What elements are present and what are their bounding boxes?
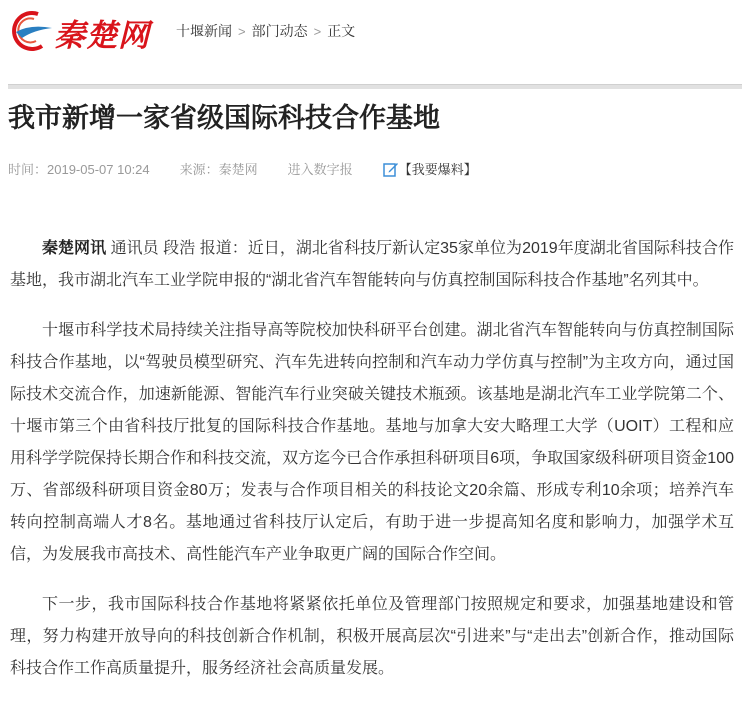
breadcrumb-current: 正文 [327,23,356,39]
tip-off-label: 【我要爆料】 [398,162,477,177]
logo-swirl-icon [8,8,54,52]
breadcrumb-shiyan-news[interactable]: 十堰新闻 [176,23,232,39]
article-source: 来源：秦楚网 [179,162,258,177]
paragraph-text: 通讯员 段浩 报道：近日，湖北省科技厅新认定35家单位为2019年度湖北省国际科技合作基地，我市湖北汽车工业学院申报的“湖北省汽车智能转向与仿真控制国际科技合作基地”名列其中。 [10,240,734,289]
site-header [0,0,742,84]
breadcrumb-separator: > [238,23,246,39]
digital-edition-link[interactable]: 进入数字报 [287,162,353,177]
edit-icon [383,161,399,177]
article-meta [8,159,507,178]
publish-time: 时间：2019-05-07 10:24 [8,162,150,177]
breadcrumb-separator: > [313,23,322,39]
article-paragraph [10,233,734,297]
breadcrumb [176,21,355,41]
header-divider [8,84,742,89]
article-paragraph: 十堰市科学技术局持续关注指导高等院校加快科研平台创建。湖北省汽车智能转向与仿真控制国际科技合作基地，以“驾驶员模型研究、汽车先进转向控制和汽车动力学仿真与控制”为主攻方向，通过国际技术交流合作，加速新能源、智能汽车行业突破关键技术瓶颈。该基地是湖北汽车工业学院第二个、十堰市第三个由省科技厅批复的国际科技合作基地。基地与加拿大安大略理工大学（UOIT）工程和应用科学学院保持长期合作和科技交流，双方迄今已合作承担科研项目6项，争取国家级科研项目资金100万、省部级科研项目资金80万；发表与合作项目相关的科技论文20余篇、形成专利10余项；培养汽车转向控制高端人才8名。基地通过省科技厅认定后，有助于进一步提高知名度和影响力，加强学术互信，为发展我市高技术、高性能汽车产业争取更广阔的国际合作空间。 [10,322,734,563]
logo-text: 秦楚网 [54,18,150,54]
article-paragraph: 下一步，我市国际科技合作基地将紧紧依托单位及管理部门按照规定和要求，加强基地建设和管理，努力构建开放导向的科技创新合作机制，积极开展高层次“引进来”与“走出去”创新合作，推动国际科技合作工作高质量提升，服务经济社会高质量发展。 [10,596,734,677]
article-title: 我市新增一家省级国际科技合作基地 [8,103,440,133]
news-lead: 秦楚网讯 [42,240,107,257]
tip-off-link[interactable] [383,159,507,178]
site-logo[interactable] [8,8,158,52]
article-body [10,233,734,703]
breadcrumb-department-news[interactable]: 部门动态 [251,23,308,39]
